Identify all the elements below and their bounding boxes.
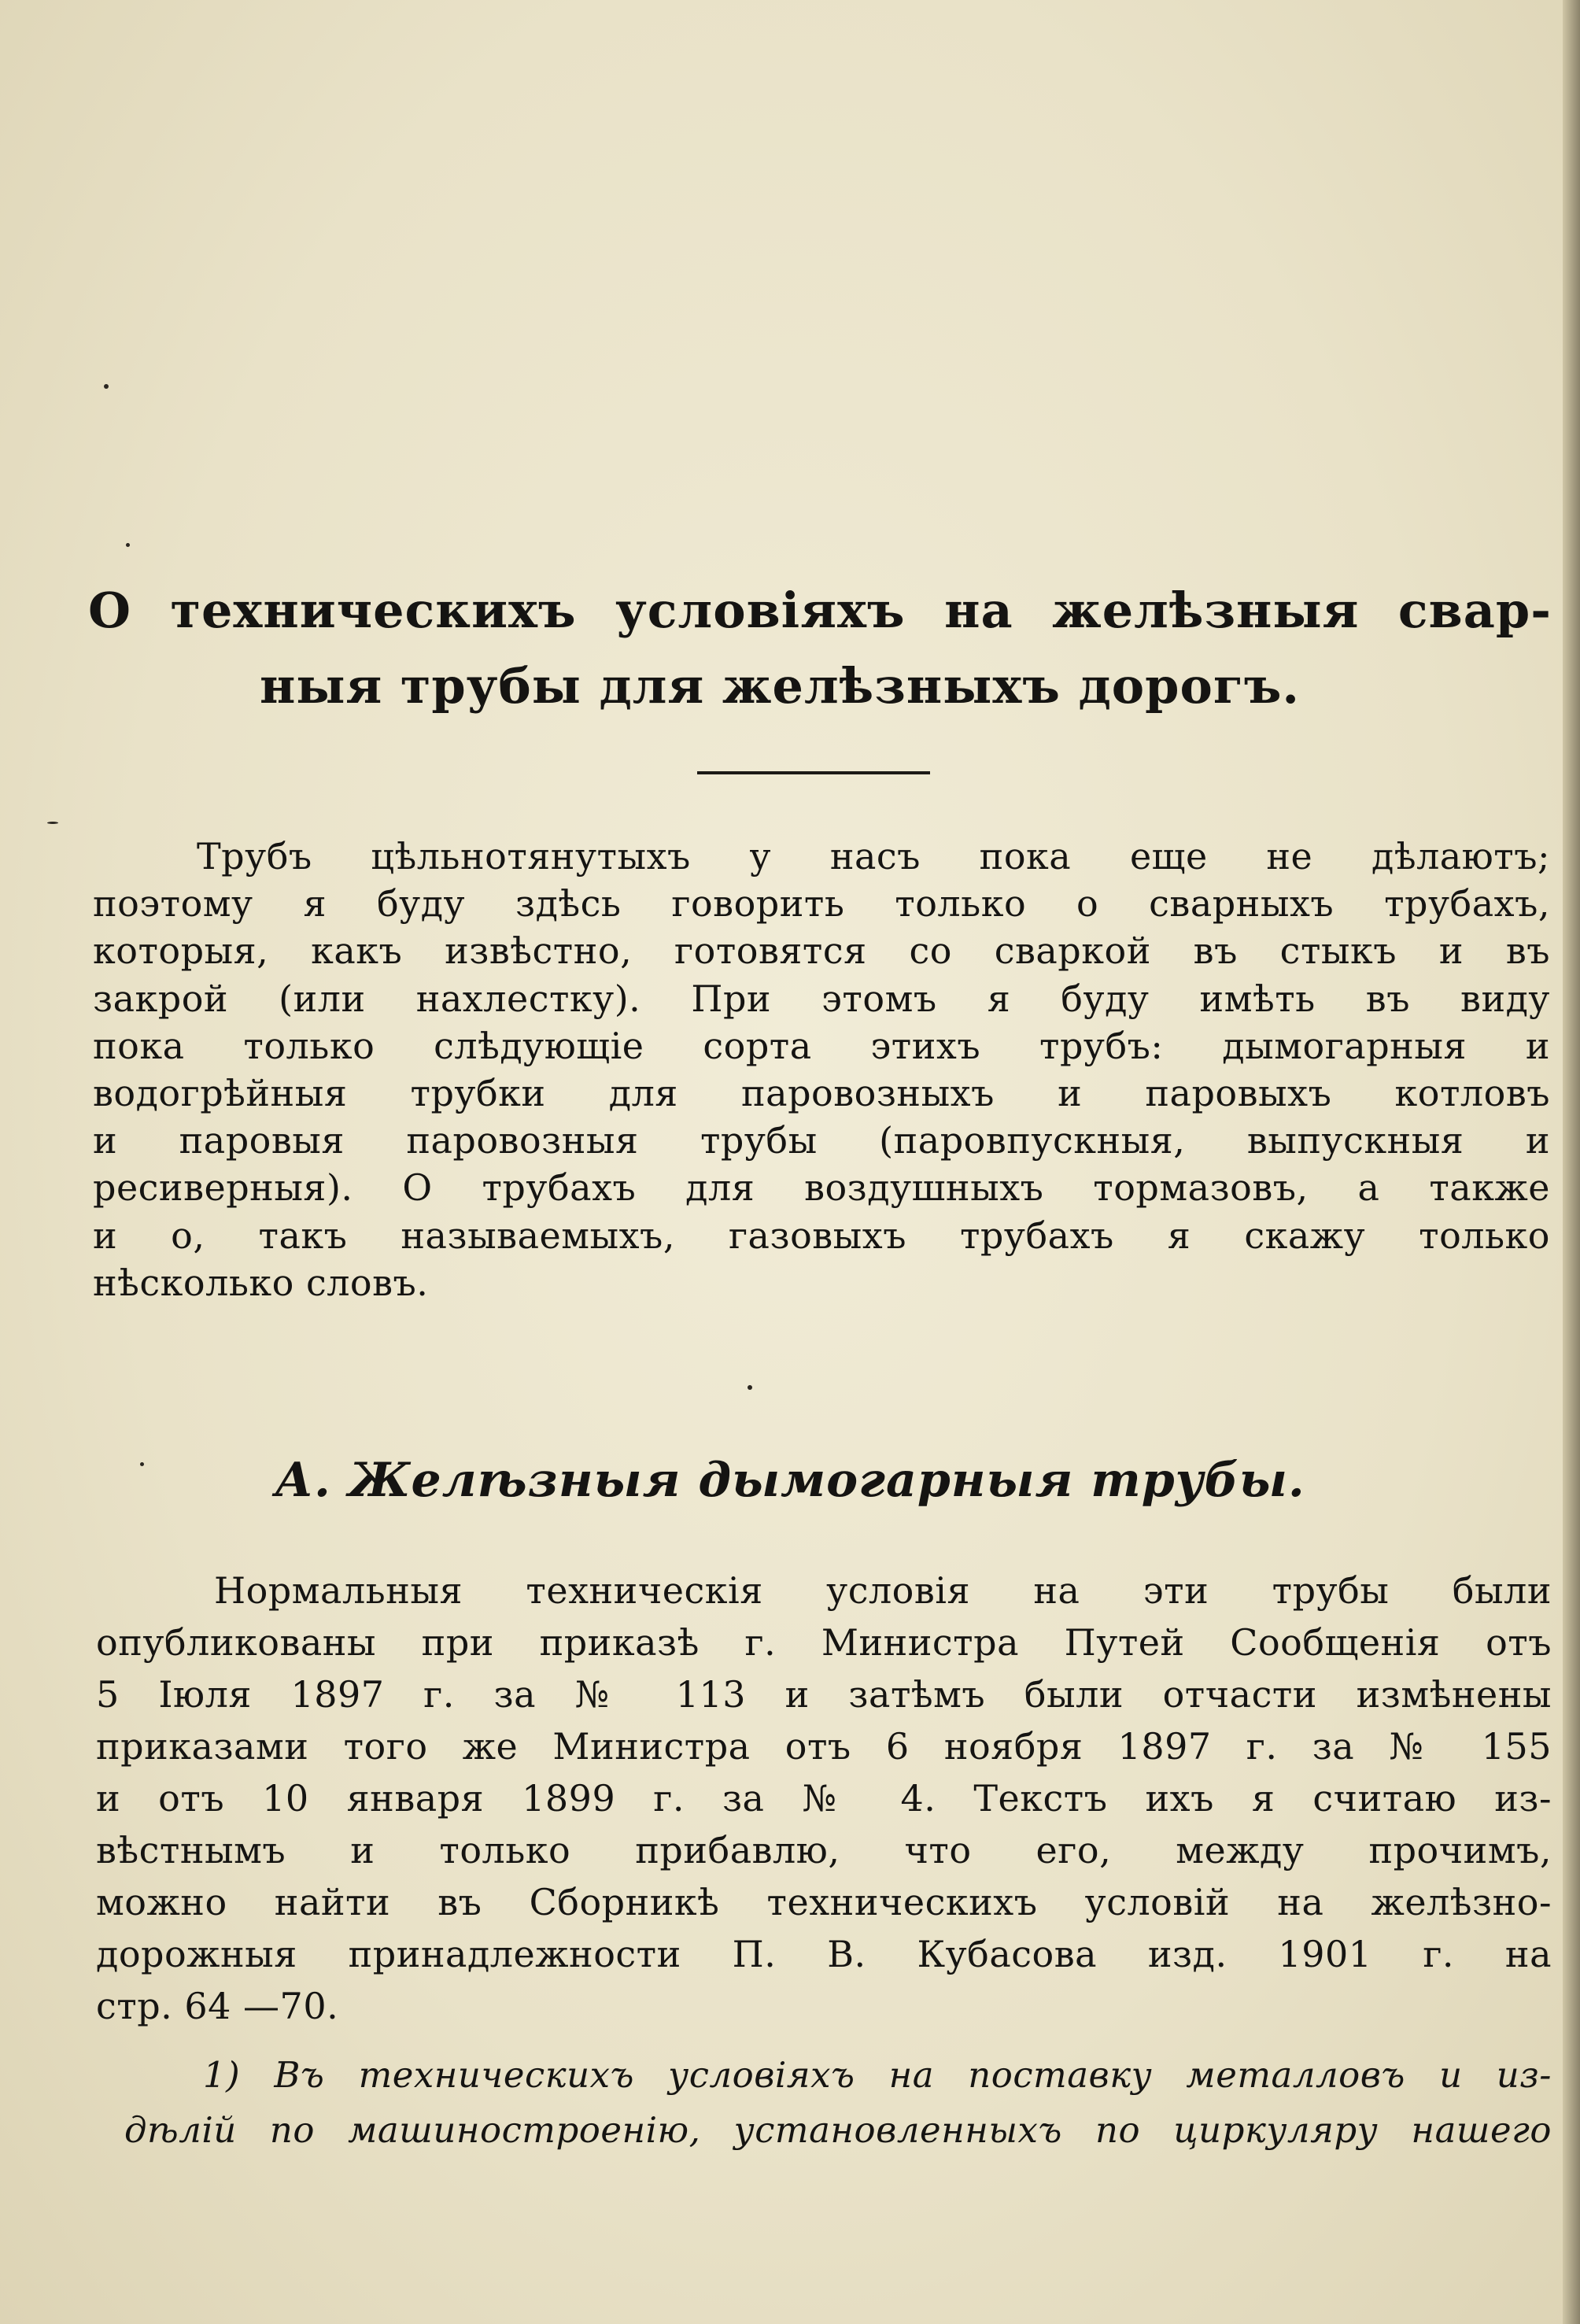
text-line: нѣсколько словъ. [93,1261,429,1304]
article-title-line-1: О техническихъ условіяхъ на желѣзныя свар- [88,582,1552,639]
text-line: Трубъ цѣльнотянутыхъ у насъ пока еще не дѣлаютъ; [197,835,1550,878]
text-line: Нормальныя техническія условія на эти трубы были [214,1569,1552,1612]
text-line: 1) Въ техническихъ условіяхъ на поставку металловъ и из- [203,2054,1552,2096]
text-line: дѣлій по машиностроенію, установленныхъ по циркуляру нашего [124,2109,1552,2151]
text-line: которыя, какъ извѣстно, готовятся со сваркой въ стыкъ и въ [93,929,1550,973]
paper-speck [126,543,130,547]
text-line: ресиверныя). О трубахъ для воздушныхъ тормазовъ, а также [93,1166,1550,1210]
text-line: водогрѣйныя трубки для паровозныхъ и паровыхъ котловъ [93,1072,1550,1115]
intro-paragraph [93,833,1550,1306]
text-line: 5 Іюля 1897 г. за № 113 и затѣмъ были отчасти измѣнены [96,1673,1552,1716]
paper-speck [47,822,58,824]
article-title [88,573,1552,724]
section-a-item-1 [124,2048,1552,2158]
section-a-heading: А. Желѣзныя дымогарныя трубы. [275,1453,1305,1508]
page-edge-shadow [1563,0,1580,2324]
text-line: стр. 64 —70. [96,1985,339,2027]
text-line: и о, такъ называемыхъ, газовыхъ трубахъ я скажу только [93,1214,1550,1257]
article-title-line-2: ныя трубы для желѣзныхъ дорогъ. [260,657,1300,715]
text-line: закрой (или нахлестку). При этомъ я буду имѣть въ виду [93,977,1550,1020]
text-line: и отъ 10 января 1899 г. за № 4. Текстъ ихъ я считаю из- [96,1777,1552,1820]
text-line: пока только слѣдующіе сорта этихъ трубъ: дымогарныя и [93,1024,1550,1067]
text-line: можно найти въ Сборникѣ техническихъ условій на желѣзно- [96,1881,1552,1923]
text-line: вѣстнымъ и только прибавлю, что его, между прочимъ, [96,1829,1552,1871]
paper-speck [748,1385,752,1390]
text-line: опубликованы при приказѣ г. Министра Путей Сообщенія отъ [96,1621,1552,1664]
text-line: приказами того же Министра отъ 6 ноября 1897 г. за № 155 [96,1725,1552,1768]
text-line: дорожныя принадлежности П. В. Кубасова изд. 1901 г. на [96,1933,1552,1975]
section-a-paragraph [96,1565,1552,2032]
text-line: поэтому я буду здѣсь говорить только о сварныхъ трубахъ, [93,882,1550,926]
text-line: и паровыя паровозныя трубы (паровпускныя, выпускныя и [93,1119,1550,1162]
title-divider [697,771,930,774]
paper-speck [104,384,109,389]
